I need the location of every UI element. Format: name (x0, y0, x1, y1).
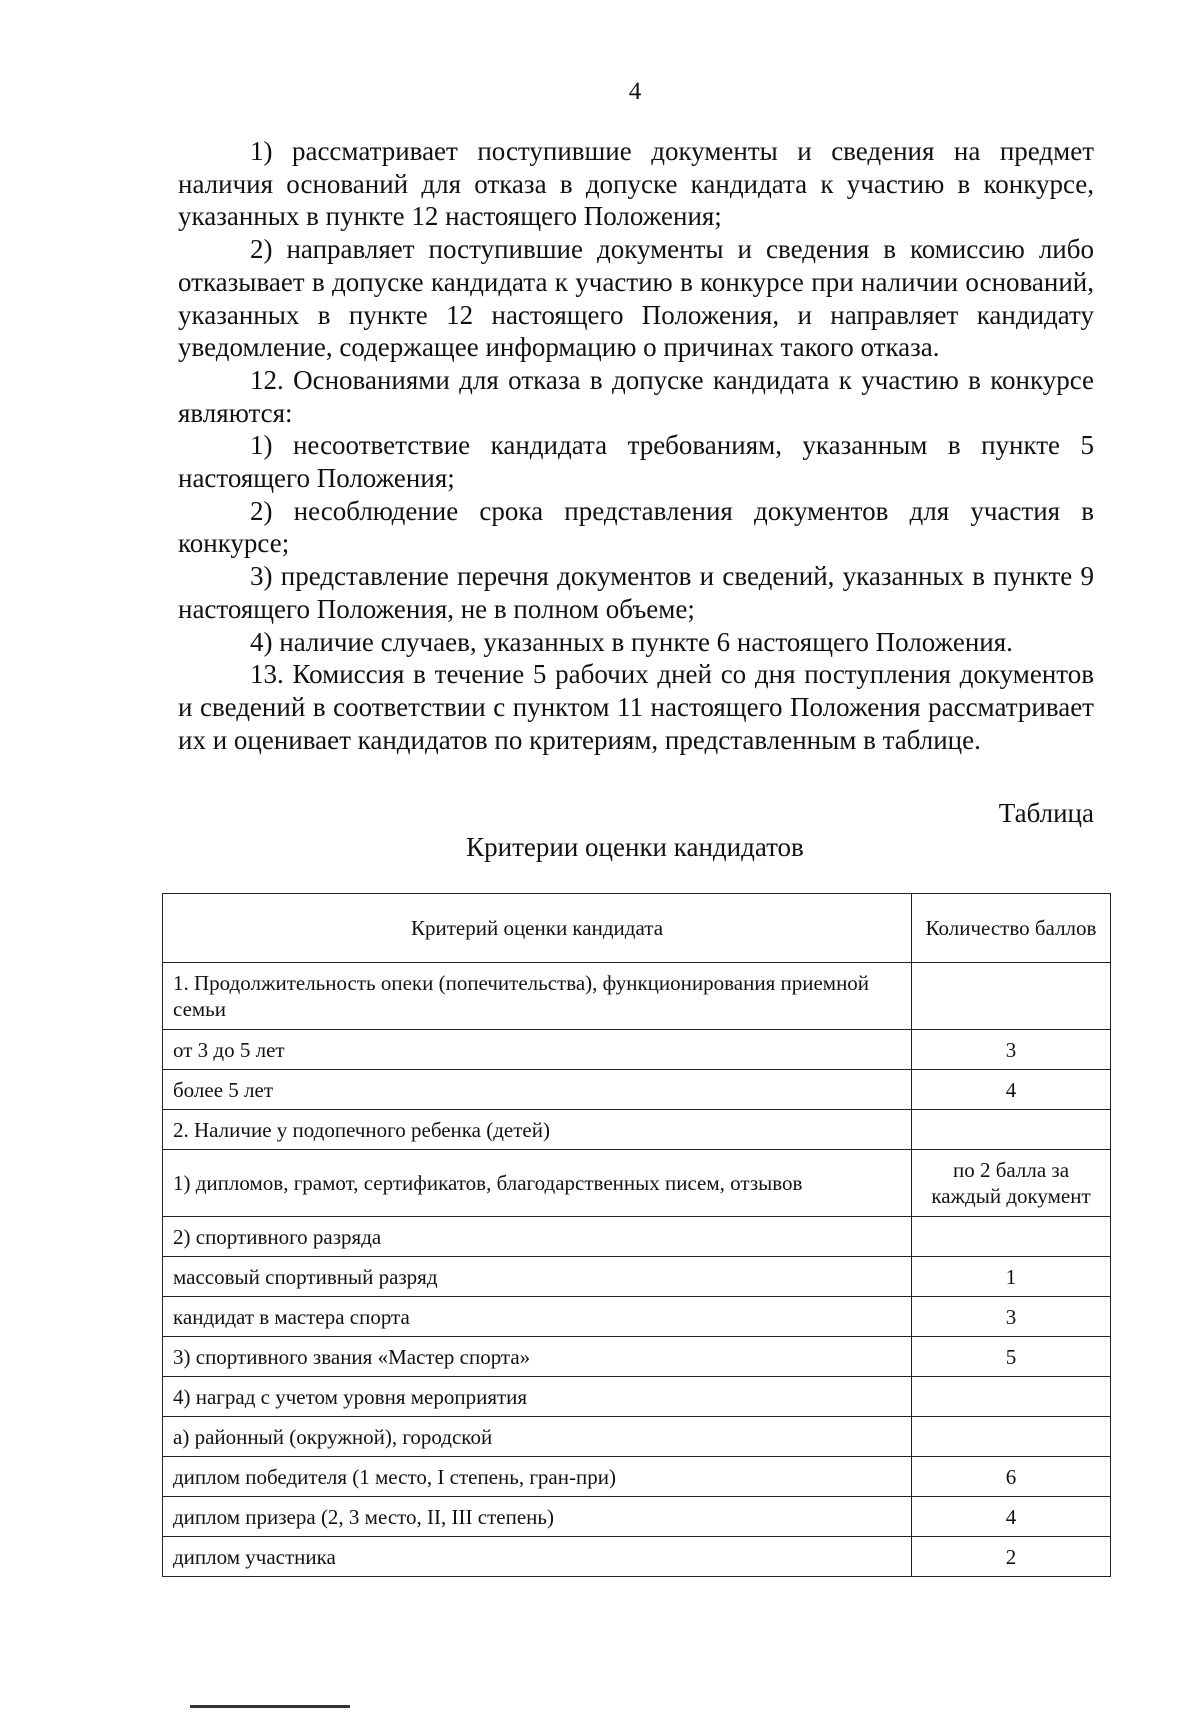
body-text (178, 135, 1094, 756)
column-header-criterion: Критерий оценки кандидата (163, 894, 912, 963)
table-row (163, 1417, 1111, 1457)
paragraph: 2) направляет поступившие документы и сведения в комиссию либо отказывает в допуске кандидата к участию в конкурсе при наличии оснований, указанных в пункте 12 настоящего Положения, и направляет кандидату уведомление, содержащее информацию о причинах такого отказа. (178, 234, 1094, 363)
criterion-cell: 1) дипломов, грамот, сертификатов, благодарственных писем, отзывов (163, 1150, 912, 1217)
points-cell: 6 (912, 1457, 1111, 1497)
criterion-cell: диплом победителя (1 место, I степень, гран-при) (163, 1457, 912, 1497)
paragraph: 4) наличие случаев, указанных в пункте 6 настоящего Положения. (250, 626, 1013, 657)
table-row (163, 1150, 1111, 1217)
paragraph: 1) несоответствие кандидата требованиям, указанным в пункте 5 настоящего Положения; (178, 430, 1094, 494)
points-cell: 2 (912, 1537, 1111, 1577)
points-cell: 5 (912, 1337, 1111, 1377)
table-row (163, 1297, 1111, 1337)
table-row (163, 1110, 1111, 1150)
page-number: 4 (628, 78, 642, 105)
column-header-points: Количество баллов (912, 894, 1111, 963)
paragraph: 2) несоблюдение срока представления документов для участия в конкурсе; (178, 495, 1094, 559)
table-title: Критерии оценки кандидатов (466, 832, 804, 862)
paragraph: 3) представление перечня документов и сведений, указанных в пункте 9 настоящего Положения, не в полном объеме; (178, 561, 1094, 624)
points-cell: 3 (912, 1030, 1111, 1070)
table-row (163, 1217, 1111, 1257)
footer-divider (190, 1705, 350, 1708)
criterion-cell: 2. Наличие у подопечного ребенка (детей) (163, 1110, 912, 1150)
paragraph: 13. Комиссия в течение 5 рабочих дней со дня поступления документов и сведений в соответствии с пунктом 11 настоящего Положения рассматривает их и оценивает кандидатов по критериям, представленным в таблице. (178, 659, 1094, 755)
table-row (163, 1257, 1111, 1297)
criterion-cell: от 3 до 5 лет (163, 1030, 912, 1070)
points-cell (912, 1417, 1111, 1457)
points-cell: по 2 балла за каждый документ (912, 1150, 1111, 1217)
points-cell: 1 (912, 1257, 1111, 1297)
points-cell (912, 1217, 1111, 1257)
table-row (163, 1377, 1111, 1417)
points-cell: 4 (912, 1497, 1111, 1537)
criterion-cell: кандидат в мастера спорта (163, 1297, 912, 1337)
table-row (163, 1337, 1111, 1377)
criterion-cell: 1. Продолжительность опеки (попечительства), функционирования приемной семьи (163, 963, 912, 1030)
criterion-cell: диплом призера (2, 3 место, II, III степень) (163, 1497, 912, 1537)
criterion-cell: более 5 лет (163, 1070, 912, 1110)
criterion-cell: диплом участника (163, 1537, 912, 1577)
points-cell (912, 1377, 1111, 1417)
paragraph: 1) рассматривает поступившие документы и сведения на предмет наличия оснований для отказа в допуске кандидата к участию в конкурсе, указанных в пункте 12 настоящего Положения; (178, 136, 1094, 232)
criterion-cell: а) районный (окружной), городской (163, 1417, 912, 1457)
table-row (163, 1030, 1111, 1070)
criterion-cell: 3) спортивного звания «Мастер спорта» (163, 1337, 912, 1377)
criterion-cell: 2) спортивного разряда (163, 1217, 912, 1257)
table-row (163, 1537, 1111, 1577)
points-cell (912, 963, 1111, 1030)
criteria-table (162, 893, 1111, 1577)
table-header-row (163, 894, 1111, 963)
points-cell: 4 (912, 1070, 1111, 1110)
paragraph: 12. Основаниями для отказа в допуске кандидата к участию в конкурсе являются: (178, 364, 1094, 428)
table-row (163, 1070, 1111, 1110)
table-row (163, 963, 1111, 1030)
criterion-cell: 4) наград с учетом уровня мероприятия (163, 1377, 912, 1417)
points-cell: 3 (912, 1297, 1111, 1337)
table-row (163, 1457, 1111, 1497)
criterion-cell: массовый спортивный разряд (163, 1257, 912, 1297)
points-cell (912, 1110, 1111, 1150)
table-row (163, 1497, 1111, 1537)
table-label: Таблица (998, 798, 1094, 828)
